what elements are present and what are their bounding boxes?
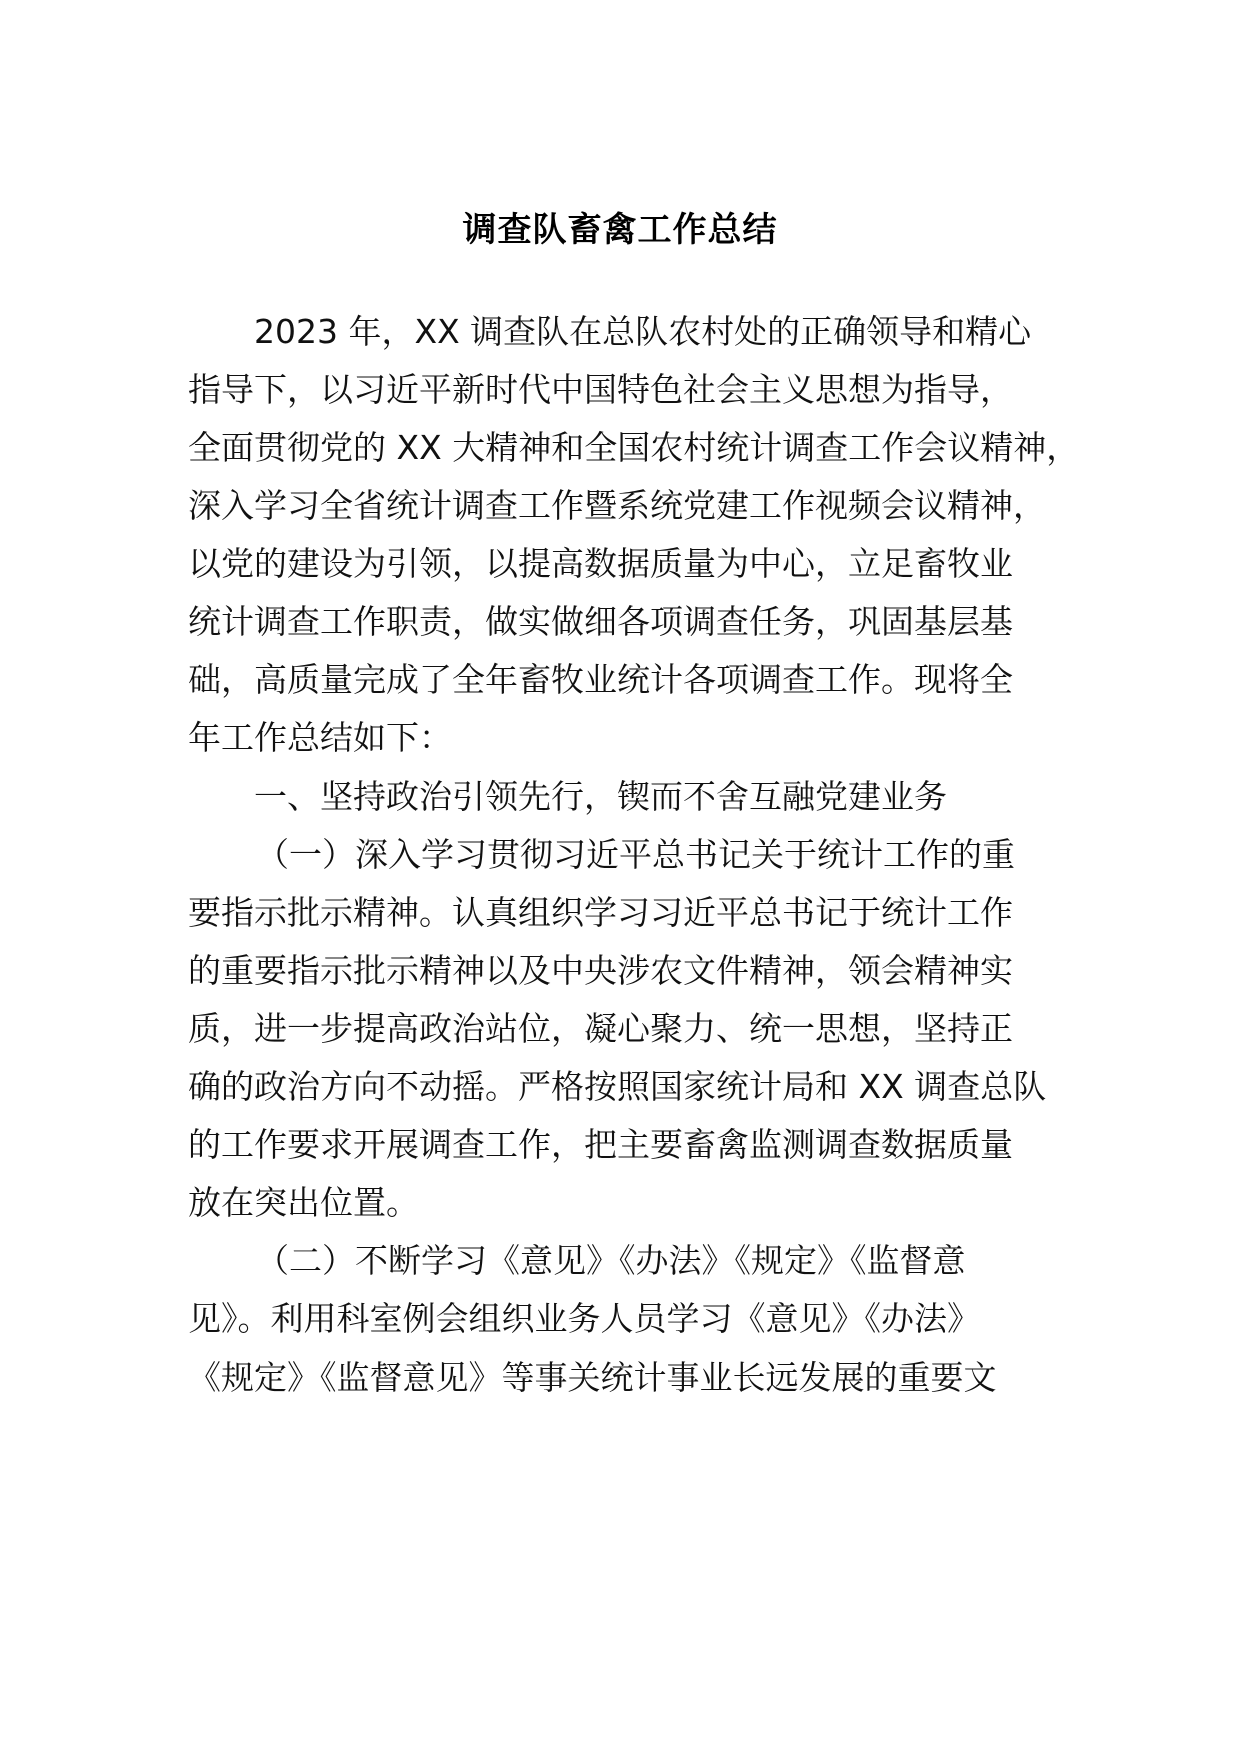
- paragraph-line: 确的政治方向不动摇。严格按照国家统计局和 XX 调查总队: [188, 1067, 1047, 1106]
- paragraph-line: 以党的建设为引领，以提高数据质量为中心，立足畜牧业: [188, 544, 1013, 583]
- paragraph-line: 放在突出位置。: [188, 1183, 419, 1222]
- paragraph-line: 指导下，以习近平新时代中国特色社会主义思想为指导，: [188, 370, 1013, 409]
- paragraph-line: 质，进一步提高政治站位，凝心聚力、统一思想，坚持正: [188, 1009, 1013, 1048]
- paragraph-line: （一）深入学习贯彻习近平总书记关于统计工作的重: [256, 835, 1015, 874]
- paragraph-line: 统计调查工作职责，做实做细各项调查任务，巩固基层基: [188, 602, 1013, 641]
- paragraph-line: 2023 年，XX 调查队在总队农村处的正确领导和精心: [254, 312, 1032, 351]
- paragraph-line: 的重要指示批示精神以及中央涉农文件精神，领会精神实: [188, 951, 1013, 990]
- paragraph-line: 年工作总结如下：: [188, 718, 452, 757]
- paragraph-line: （二）不断学习《意见》《办法》《规定》《监督意: [256, 1241, 966, 1280]
- paragraph-line: 要指示批示精神。认真组织学习习近平总书记于统计工作: [188, 893, 1013, 932]
- paragraph-line: 深入学习全省统计调查工作暨系统党建工作视频会议精神，: [188, 486, 1046, 525]
- paragraph-line: 的工作要求开展调查工作，把主要畜禽监测调查数据质量: [188, 1125, 1013, 1164]
- paragraph-line: 全面贯彻党的 XX 大精神和全国农村统计调查工作会议精神，: [188, 428, 1080, 467]
- paragraph-line: 《规定》《监督意见》等事关统计事业长远发展的重要文: [188, 1358, 997, 1397]
- document-title: 调查队畜禽工作总结: [462, 210, 778, 250]
- paragraph-line: 见》。利用科室例会组织业务人员学习《意见》《办法》: [188, 1299, 980, 1338]
- paragraph-line: 础，高质量完成了全年畜牧业统计各项调查工作。现将全: [188, 660, 1013, 699]
- section-heading: 一、坚持政治引领先行，锲而不舍互融党建业务: [254, 777, 947, 816]
